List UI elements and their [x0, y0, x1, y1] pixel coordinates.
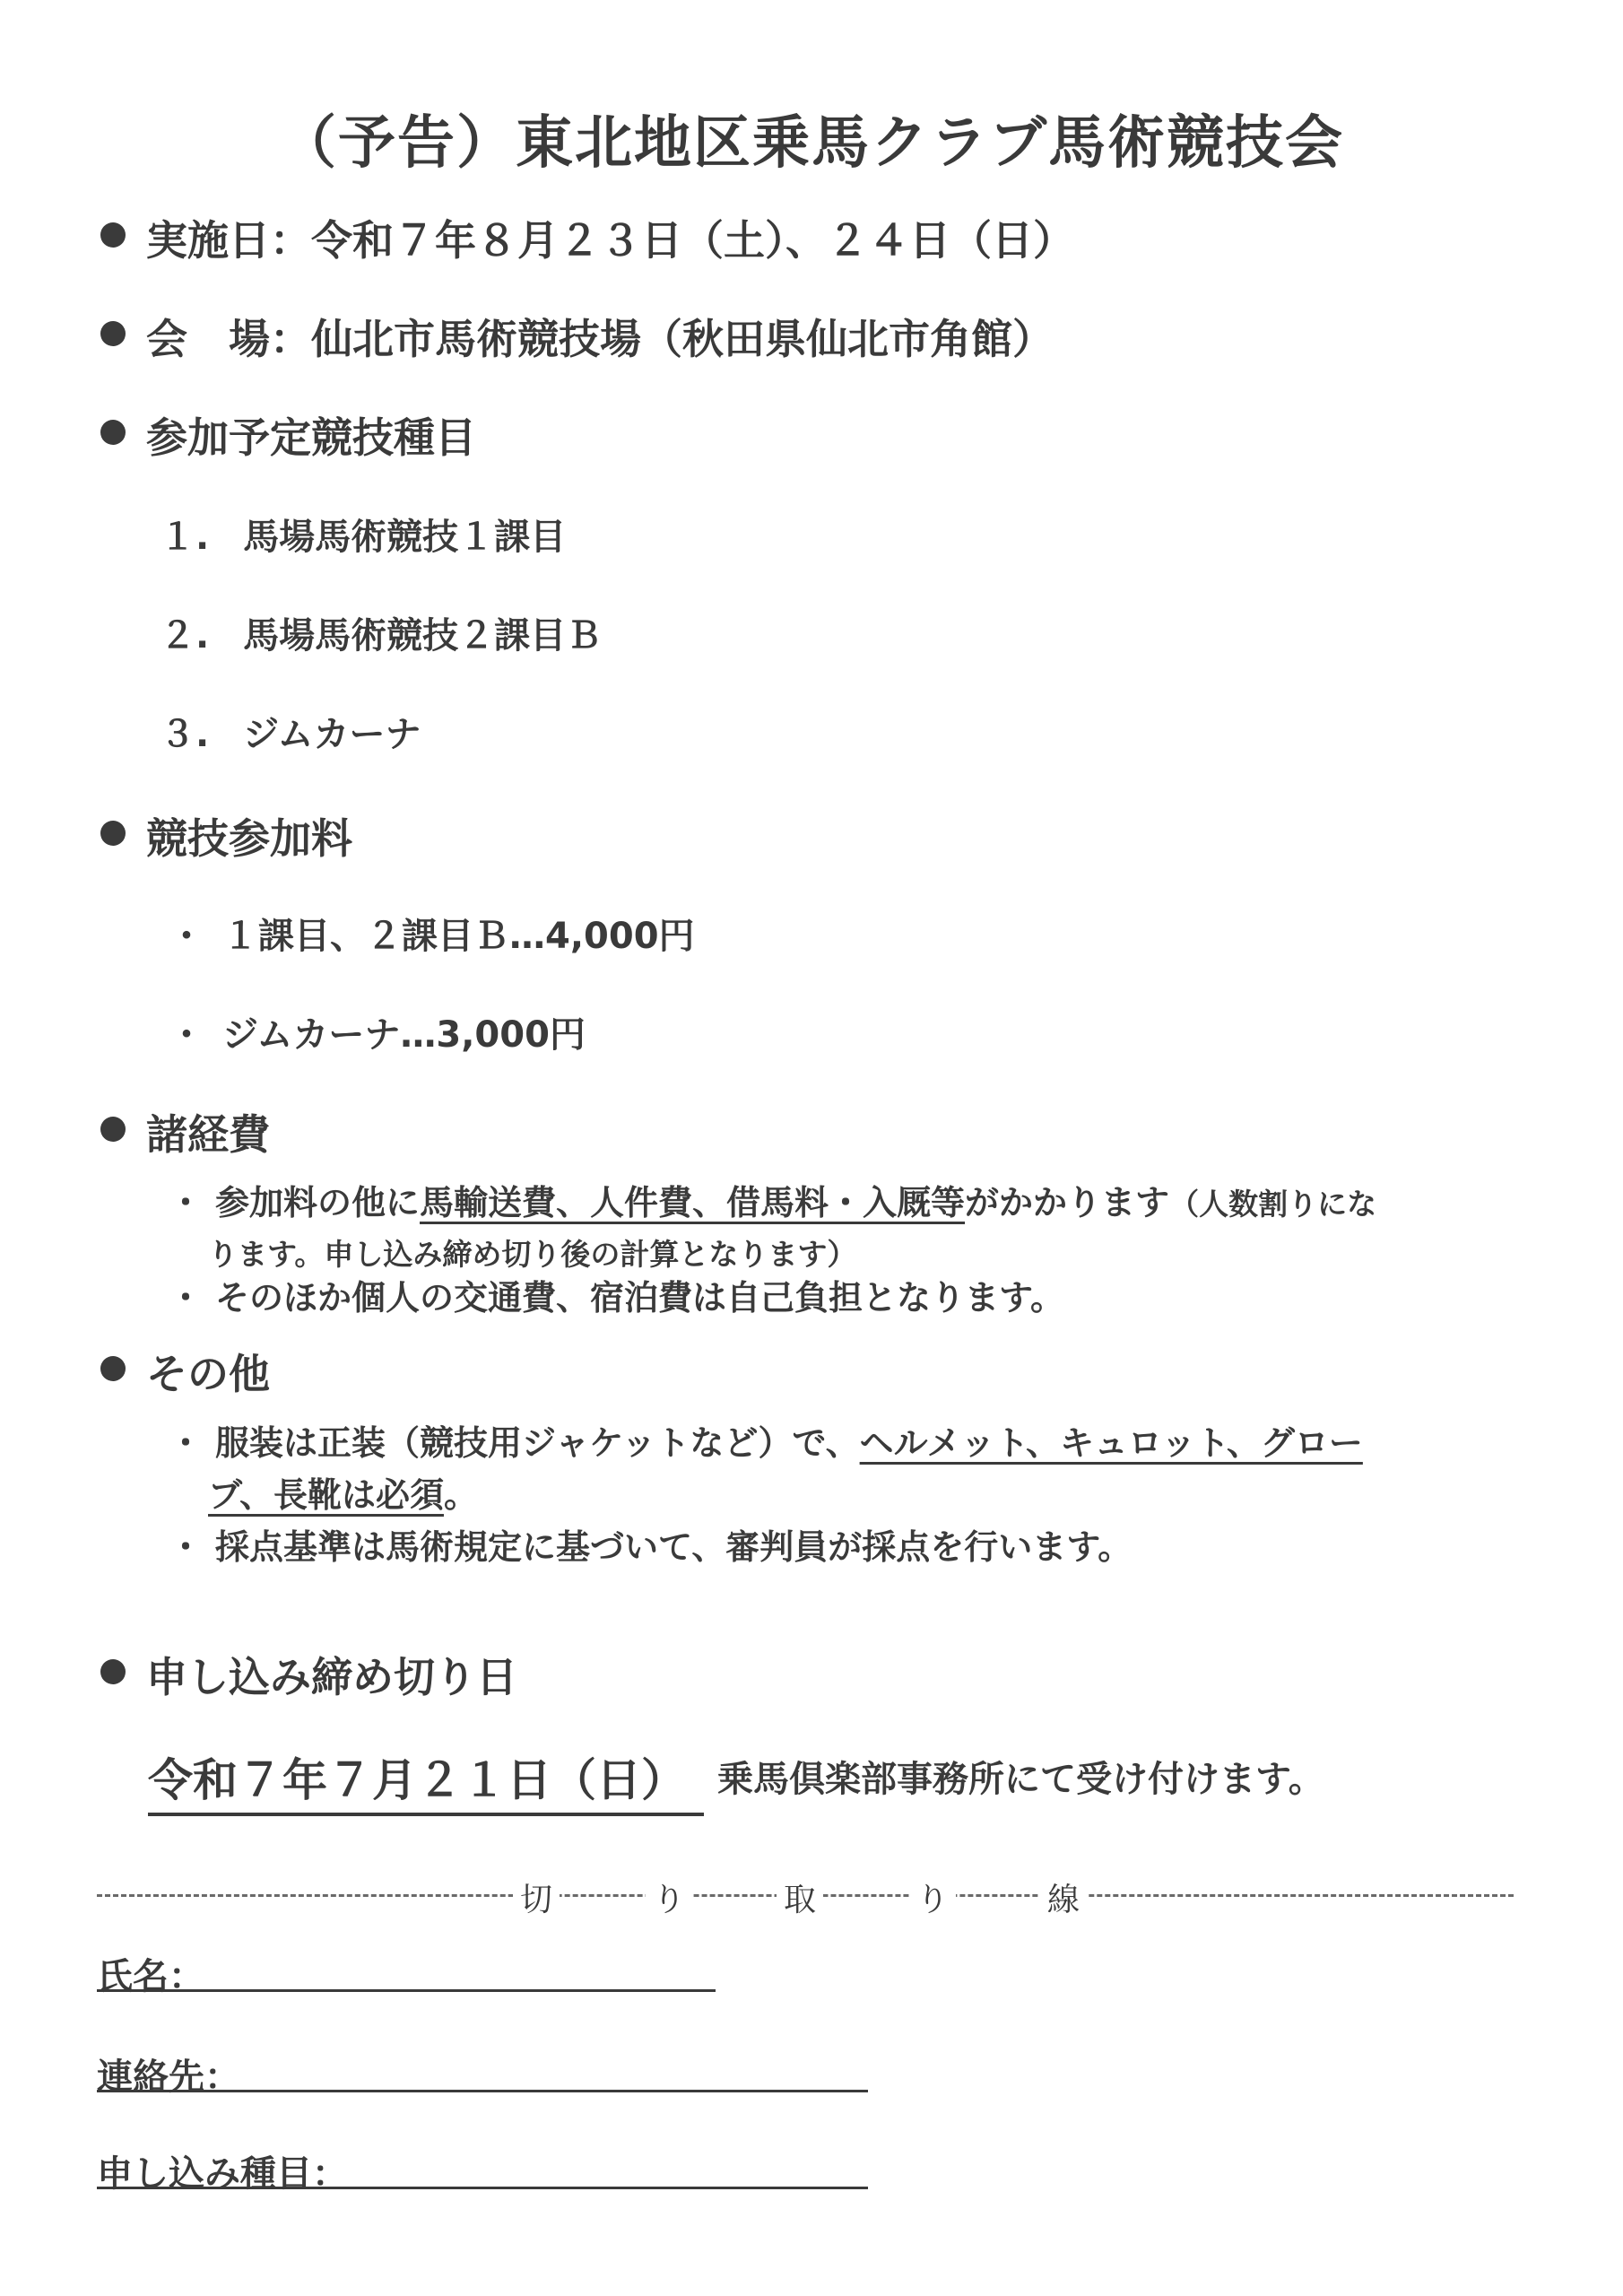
cut-line-char: 取 — [777, 1874, 823, 1920]
bullet-icon — [100, 1356, 126, 1381]
other-text: 採点基準は馬術規定に基づいて、審判員が採点を行います。 — [215, 1527, 1133, 1567]
event-number: ３. — [160, 714, 210, 755]
fees-heading: 競技参加料 — [146, 814, 352, 863]
contact-label: 連絡先： — [97, 2057, 240, 2098]
event-number: ２. — [160, 615, 210, 657]
other-item-cont — [208, 1469, 478, 1521]
other-item: ・ 採点基準は馬術規定に基づいて、審判員が採点を行います。 — [169, 1527, 1133, 1567]
deadline-heading: 申し込み締め切り日 — [146, 1653, 517, 1701]
venue-row — [146, 307, 1054, 366]
contact-field[interactable] — [97, 2090, 868, 2092]
name-field[interactable] — [97, 1989, 716, 1992]
event-item — [160, 706, 421, 757]
expense-item: ・ そのほか個人の交通費、宿泊費は自己負担となります。 — [169, 1278, 1064, 1318]
expense-item: ・ 参加料の他に馬輸送費、人件費、借馬料・入厩等がかかります（人数割りにな — [169, 1183, 1377, 1222]
event-label: ジムカーナ — [243, 714, 421, 755]
bullet-icon — [100, 321, 126, 346]
cut-line-char: り — [646, 1874, 692, 1920]
expense-note-b: ります。申し込み締め切り後の計算となります） — [208, 1237, 857, 1272]
other-item: ・ 服装は正装（競技用ジャケットなど）で、ヘルメット、キュロット、グロー — [169, 1423, 1363, 1463]
expense-underlined: 馬輸送費、人件費、借馬料・入厩等 — [420, 1183, 966, 1222]
cut-line-char: 線 — [1040, 1874, 1087, 1920]
venue-value: 仙北市馬術競技場（秋田県仙北市角館） — [311, 315, 1054, 363]
venue-label: 会 場： — [146, 315, 311, 363]
event-choice-field[interactable] — [97, 2187, 868, 2189]
bullet-icon — [100, 821, 126, 846]
cut-line-char: り — [909, 1874, 956, 1920]
deadline-note: 乗馬倶楽部事務所にて受け付けます。 — [717, 1759, 1324, 1800]
bullet-icon — [100, 1117, 126, 1142]
expense-text: そのほか個人の交通費、宿泊費は自己負担となります。 — [215, 1278, 1064, 1318]
bullet-icon — [100, 1659, 126, 1684]
bullet-icon — [100, 222, 126, 248]
other-underlined-b: ブ、長靴は必須 — [208, 1475, 444, 1515]
other-prefix: 服装は正装（競技用ジャケットなど）で、 — [215, 1423, 860, 1463]
bullet-icon — [100, 420, 126, 445]
expense-suffix: がかかります — [965, 1183, 1170, 1222]
deadline-date: 令和７年７月２１日（日） — [148, 1744, 704, 1816]
name-label: 氏名： — [97, 1956, 204, 1997]
fee-text: １課目、２課目Ｂ…4,000円 — [222, 916, 695, 957]
fee-item: ・ １課目、２課目Ｂ…4,000円 — [169, 916, 695, 957]
date-row — [146, 208, 1074, 267]
expense-note-a: （人数割りにな — [1169, 1187, 1377, 1222]
event-number: １. — [160, 517, 210, 558]
event-item — [160, 509, 566, 560]
expenses-heading: 諸経費 — [146, 1110, 270, 1159]
cut-line-char: 切 — [513, 1874, 560, 1920]
event-choice-label: 申し込み種目： — [97, 2153, 348, 2195]
event-label: 馬場馬術競技２課目Ｂ — [243, 615, 603, 657]
page-title: （予告）東北地区乗馬クラブ馬術競技会 — [279, 110, 1344, 177]
other-suffix: 。 — [443, 1475, 478, 1515]
other-heading: その他 — [146, 1350, 270, 1398]
expense-prefix: 参加料の他に — [215, 1183, 421, 1222]
fee-item: ・ ジムカーナ…3,000円 — [169, 1014, 586, 1056]
fee-text: ジムカーナ…3,000円 — [222, 1014, 586, 1056]
date-label: 実施日： — [146, 216, 311, 265]
date-value: 令和７年８月２３日（土）、２４日（日） — [311, 216, 1074, 265]
other-underlined-a: ヘルメット、キュロット、グロー — [859, 1423, 1363, 1463]
event-item — [160, 607, 602, 658]
events-heading: 参加予定競技種目 — [146, 413, 476, 462]
event-label: 馬場馬術競技１課目 — [243, 517, 567, 558]
